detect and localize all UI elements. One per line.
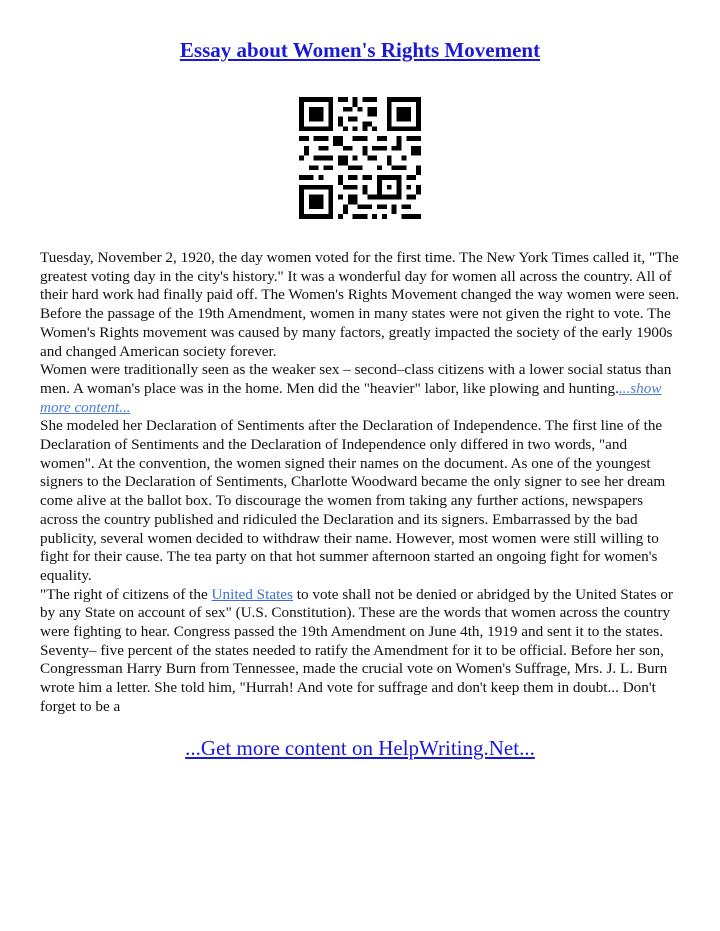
united-states-link[interactable]: United States — [211, 585, 293, 603]
paragraph-amendment — [40, 586, 682, 717]
qr-code-icon — [299, 97, 421, 219]
title-container — [0, 38, 720, 63]
footer-container — [0, 736, 720, 761]
essay-body — [40, 249, 682, 717]
paragraph-traditional — [40, 361, 682, 417]
show-more-link[interactable]: ...show more content... — [40, 379, 662, 416]
essay-title-link[interactable]: Essay about Women's Rights Movement — [179, 38, 541, 62]
paragraph-declaration: She modeled her Declaration of Sentiments after the Declaration of Independence. The first line of the Declaration of Sentiments and the Declaration of Independence only differed in two words, "and women". At the convention, the women signed their names on the document. As one of the youngest signers to the Declaration of Sentiments, Charlotte Woodward became the only signer to see her dream come alive at the ballot box. To discourage the women from taking any further actions, newspapers across the country published and ridiculed the Declaration and its signers. Embarrassed by the bad publicity, several women decided to withdraw their name. However, most women were still willing to fight for their cause. The tea party on that hot summer afternoon started an ongoing fight for women's equality. — [40, 417, 666, 584]
paragraph-intro: Tuesday, November 2, 1920, the day women voted for the first time. The New York Times called it, "The greatest voting day in the city's history." It was a wonderful day for women all across the country. All of their hard work had finally paid off. The Women's Rights Movement changed the way women were seen. Before the passage of the 19th Amendment, women in many states were not given the right to vote. The Women's Rights movement was caused by many factors, greatly impacted the society of the early 1900s and changed American society forever. — [40, 249, 680, 360]
paragraph-amendment-start: "The right of citizens of the — [40, 585, 212, 603]
get-more-content-link[interactable]: ...Get more content on HelpWriting.Net... — [185, 736, 535, 760]
paragraph-traditional-text: Women were traditionally seen as the weaker sex – second–class citizens with a lower social status than men. A woman's place was in the home. Men did the "heavier" labor, like plowing and hunting. — [40, 361, 672, 397]
paragraph-amendment-end: to vote shall not be denied or abridged by the United States or by any State on account of sex" (U.S. Constitution). These are the words that women across the country were fighting to hear. Congress passed the 19th Amendment on June 4th, 1919 and sent it to the states. Seventy– five percent of the states needed to ratify the Amendment for it to be official. Before her son, Congressman Harry Burn from Tennessee, made the crucial vote on Women's Suffrage, Mrs. J. L. Burn wrote him a letter. She told him, "Hurrah! And vote for suffrage and don't keep them in doubt... Don't forget to be a — [40, 585, 673, 715]
